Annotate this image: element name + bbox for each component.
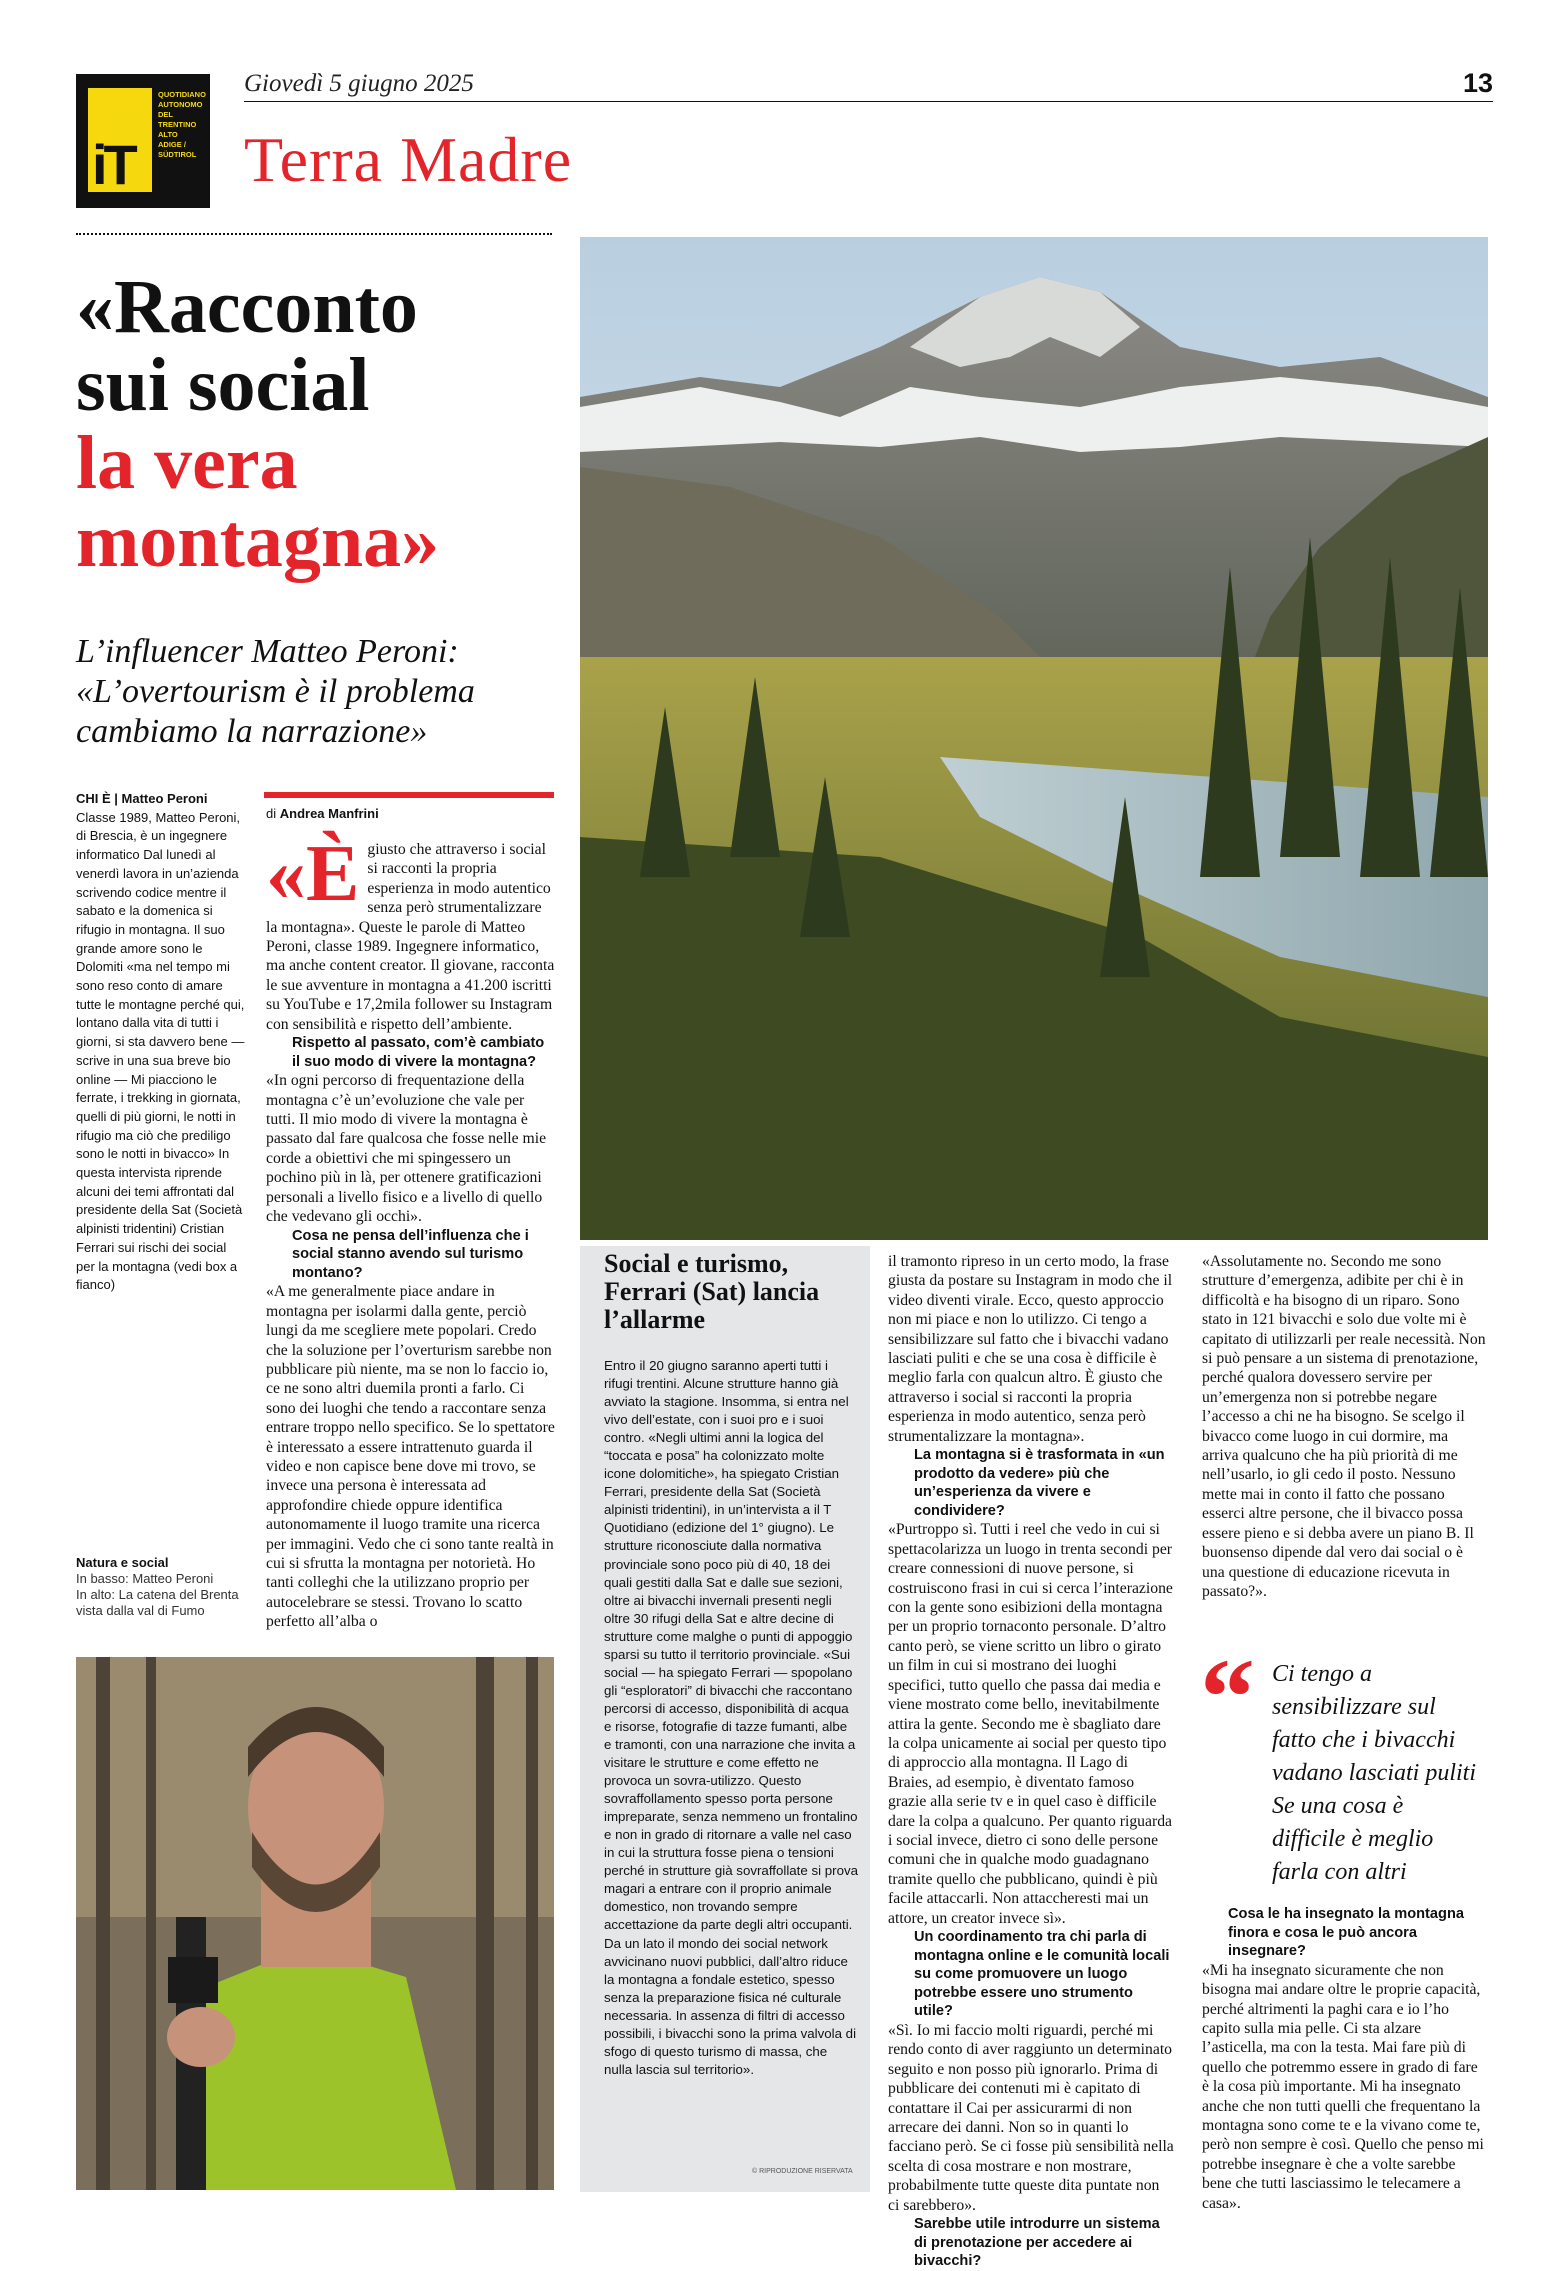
headline-line-3: la vera <box>76 421 298 505</box>
article-column-1 <box>266 830 556 1635</box>
newspaper-logo <box>76 74 210 208</box>
pull-quote <box>1200 1636 1490 1885</box>
answer-5: «Assolutamente no. Secondo me sono strutture d’emergenza, adibite per chi è in difficoltà e ha bisogno di un riparo. Sono stato in 121 bivacchi e solo due volte mi è capitato di utilizzarli per reale necessità. Non si può pensare a un sistema di prenotazione, perché qualora dovessero servire per un’emergenza non si potrebbe negare l’accesso a chi ne ha bisogno. Se scelgo il bivacco come luogo in cui dormire, ma arriva qualcuno che ha più priorità di me nell’usarlo, io gli cedo il posto. Nessuno mette mai in conto il fatto che possano esserci altre persone, che il bivacco possa essere pieno e si debba avere un piano B. Il buonsenso dipende dal vero dai social o è una questione di educazione ricevuta in passato?». <box>1202 1253 1486 1600</box>
answer-2-continued: il tramonto ripreso in un certo modo, la frase giusta da postare su Instagram in modo che il video diventi virale. Ecco, questo approccio non mi piace e non lo utilizzo. Ci tengo a sensibilizzare sul fatto che i bivacchi vadano lasciati puliti e che se una cosa è difficile è meglio farla con qualcun altro. È giusto che attraverso i social si racconti la propria esperienza in modo autentico, senza però strumentalizzare la montagna». <box>888 1253 1173 1445</box>
article-intro: giusto che attraverso i social si racconti la propria esperienza in modo autentico senza però strumentalizzare la montagna». Queste le parole di Matteo Peroni, classe 1989. Ingegnere informatico, ma anche content creator. Il giovane, racconta le sue avventure in montagna a 41.200 iscritti su YouTube e 17,2mila follower su Instagram con sensibilità e rispetto dell’ambiente. <box>266 841 555 1033</box>
bio-label: CHI È | Matteo Peroni <box>76 791 208 806</box>
page-number: 13 <box>1462 68 1493 98</box>
photo-caption <box>76 1555 246 1619</box>
answer-2: «A me generalmente piace andare in montagna per isolarmi dalla gente, perciò lungi da me scegliere mete popolari. Credo che la soluzione per l’overturism sarebbe non pubblicare più niente, ma se non lo faccio io, ce ne sono altri duemila pronti a farlo. Ci sono dei luoghi che tendo a raccontare senza entrare troppo nello specifico. Se lo spettatore è interessato a essere intrattenuto guarda il video e non capisce bene dove mi trovo, se invece una persona è interessata ad approfondire chiede oppure identifica autonomamente il luogo tramite una ricerca per immagini. Vedo che ci sono tante realtà in cui si sfrutta la montagna per notorietà. Ho tanti colleghi che la utilizzano proprio per autocelebrare se stessi. Trovano lo scatto perfetto all’alba o <box>266 1283 555 1631</box>
logo-tagline: QUOTIDIANO AUTONOMO DEL TRENTINO ALTO ADIGE / SÜDTIROL <box>158 90 206 159</box>
byline-prefix: di <box>266 806 277 821</box>
question-4: Un coordinamento tra chi parla di montagna online e le comunità locali su come promuovere un luogo potrebbe essere uno strumento utile? <box>914 1928 1170 2020</box>
question-1: Rispetto al passato, com’è cambiato il suo modo di vivere la montagna? <box>292 1035 545 1070</box>
caption-line-1: In basso: Matteo Peroni <box>76 1571 214 1586</box>
section-title: Terra Madre <box>244 124 573 195</box>
box-text: Entro il 20 giugno saranno aperti tutti i rifugi trentini. Alcune strutture hanno già avviato la stagione. Insomma, si entra nel vivo dell’estate, con i suoi pro e i suoi contro. «Negli ultimi anni la logica del “toccata e posa” ha colonizzato molte icone dolomitiche», ha spiegato Cristian Ferrari, presidente della Sat (Società alpinisti tridentini), in un’intervista a il T Quotidiano (edizione del 1° giugno). Le strutture riconosciute dalla normativa provinciale sono poco più di 40, 18 dei quali gestiti dalla Sat e dalle sue sezioni, oltre ai bivacchi invernali presenti negli oltre 30 rifugi della Sat e altre decine di strutture come malghe o punti di appoggio sparsi su tutto il territorio provinciale. «Sui social — ha spiegato Ferrari — spopolano gli “esploratori” di bivacchi che raccontano percorsi di accesso, disponibilità di acqua e risorse, fotografie di tazze fumanti, albe e tramonti, con una narrazione che invita a visitare le strutture e come effetto ne provoca un sovra-utilizzo. Questo sovraffollamento spesso porta persone impreparate, senza nemmeno un frontalino e non in grado di ritornare a valle nel caso in cui la struttura fosse piena o tensioni perché in strutture già sovraffollate si prova magari a entrare con il proprio animale domestico, non trovando sempre accettazione da parte degli altri occupanti. Da un lato il mondo dei social network avvicinano nuovi pubblici, dall’altro riduce la montagna a fondale estetico, spesso senza la preparazione fisica né culturale necessaria. In assenza di filtri di accesso possibili, i bivacchi sono la prima valvola di sfogo di questo turismo di massa, che nulla lascia sul territorio». <box>604 1358 859 2077</box>
caption-title: Natura e social <box>76 1555 169 1570</box>
question-5: Sarebbe utile introdurre un sistema di prenotazione per accedere ai bivacchi? <box>914 2216 1160 2270</box>
answer-3: «Purtroppo sì. Tutti i reel che vedo in cui si spettacolarizza un luogo in trenta secondi per creare connessioni di nuove persone, si costruiscono frasi in cui si cerca l’interazione con la gente sono esibizioni della montagna per un proprio tornaconto personale. D’altro canto però, se viene scritto un libro o girato un film in cui si mostrano dei luoghi specifici, tutto quello che passa dai media e viene mostrato come bello, inevitabilmente attira la gente. Secondo me è sbagliato dare la colpa unicamente ai social per questo tipo di approccio alla montagna. Il Lago di Braies, ad esempio, è diventato famoso grazie alla serie tv e in quel caso è difficile dare la colpa a qualcuno. Per quanto riguarda i social invece, dietro ci sono delle persone comuni che in qualche modo guadagnano tramite quello che pubblicano, quindi è più facile attaccarli. Non attaccheresti mai un attore, un creator invece sì». <box>888 1521 1173 1927</box>
answer-6: «Mi ha insegnato sicuramente che non bisogna mai andare oltre le proprie capacità, perché altrimenti la paghi cara e io l’ho capito sulla mia pelle. Ci sta alzare l’asticella, ma con la testa. Mai fare più di quello che potremmo essere in grado di fare è la cosa più importante. Mi ha insegnato anche che non tutti quelli che frequentano la montagna sono come te e la vivano come te, però non sempre è così. Quello che penso mi potrebbe insegnare è che a volte sarebbe bene che tutti lasciassimo le telecamere a casa». <box>1202 1961 1484 2212</box>
bio-text: Classe 1989, Matteo Peroni, di Brescia, è un ingegnere informatico Dal lunedì al venerdì lavora in un’azienda scrivendo codice mentre il sabato e la domenica si rifugio in montagna. Il suo grande amore sono le Dolomiti «ma nel tempo mi sono reso conto di amare tutte le montagne perché qui, lontano dalla vita di tutti i giorni, si sta davvero bene — scrive in una sua breve bio online — Mi piacciono le ferrate, i trekking in giornata, quelli di più giorni, le notti in rifugio ma ciò che prediligo sono le notti in bivacco» In questa intervista riprende alcuni dei temi affrontati dal presidente della Sat (Società alpinisti tridentini) Cristian Ferrari sui rischi dei social per la montagna (vedi box a fianco) <box>76 809 245 1293</box>
logo-text: iT <box>92 133 134 196</box>
question-2: Cosa ne pensa dell’influenza che i social stanno avendo sul turismo montano? <box>292 1227 529 1281</box>
box-title: Social e turismo, Ferrari (Sat) lancia l’allarme <box>604 1249 820 1334</box>
dotted-divider <box>76 233 552 235</box>
copyright-note: © RIPRODUZIONE RISERVATA <box>752 2168 853 2175</box>
answer-1: «In ogni percorso di frequentazione della montagna c’è un’evoluzione che vale per tutti. Il mio modo di vivere la montagna è passato dal fare qualcosa che fosse nelle mie corde a obiettivi che mi spingessero un pochino più in là, per ottenere gratificazioni personali a livello fisico e a livello di quello che vedevano gli occhi». <box>266 1072 547 1226</box>
headline-line-1: «Racconto <box>76 265 418 349</box>
drop-cap: «È <box>266 830 360 918</box>
headline <box>76 265 556 583</box>
article-column-4-bottom <box>1202 1905 1488 2212</box>
issue-date: Giovedì 5 giugno 2025 <box>244 70 474 97</box>
byline-author: Andrea Manfrini <box>279 806 379 821</box>
question-6: Cosa le ha insegnato la montagna finora e cosa le può ancora insegnare? <box>1228 1906 1464 1960</box>
pull-quote-text: Ci tengo a sensibilizzare sul fatto che i bivacchi vadano lasciati puliti Se una cosa è difficile è meglio farla con altri <box>1272 1661 1476 1885</box>
headline-line-4: montagna» <box>76 499 440 583</box>
quote-mark-icon: “ <box>1200 1636 1255 1758</box>
article-column-4 <box>1202 1252 1488 1622</box>
byline-rule <box>264 792 554 798</box>
answer-4: «Sì. Io mi faccio molti riguardi, perché mi rendo conto di aver raggiunto un determinato seguito e non posso più ignorarlo. Prima di pubblicare dei contenuti mi è capitato di contattare il Cai per assicurarmi di non arrecare dei danni. Non so in quanti lo facciano però. Se ci fosse più sensibilità nella scelta di cosa mostrare e non mostrare, probabilmente tutte queste dita puntate non ci sarebbero». <box>888 2021 1174 2214</box>
article-column-3 <box>888 1252 1174 2270</box>
subheadline: L’influencer Matteo Peroni: «L’overtourism è il problema cambiamo la narrazione» <box>76 633 475 750</box>
byline <box>266 806 379 821</box>
question-3: La montagna si è trasformata in «un prodotto da vedere» più che un’esperienza da vivere e condividere? <box>914 1447 1165 1519</box>
matteo-peroni-portrait <box>76 1657 554 2190</box>
caption-line-2: In alto: La catena del Brenta vista dalla val di Fumo <box>76 1587 239 1618</box>
bio-sidebar <box>76 790 246 1295</box>
header-rule <box>244 101 1493 102</box>
headline-line-2: sui social <box>76 343 370 427</box>
mountain-landscape-photo <box>580 237 1488 1240</box>
